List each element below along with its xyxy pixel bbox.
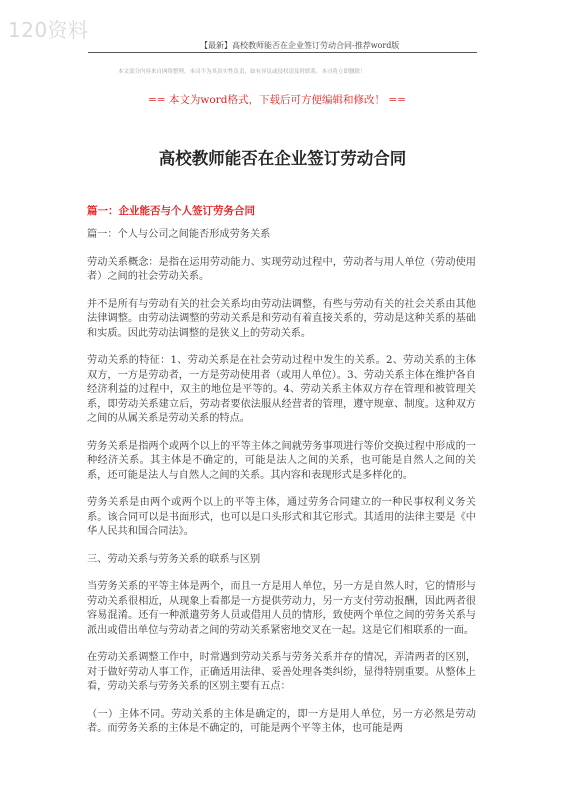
disclaimer-text: 本文部分内容来自网络整理，本司不为其真实性负责，如有异议或侵权请及时联系，本司将立即删除！ xyxy=(118,69,366,75)
paragraph: 劳务关系是由两个或两个以上的平等主体，通过劳务合同建立的一种民事权利义务关系。该合同可以是书面形式，也可以是口头形式和其它形式。其适用的法律主要是《中华人民共和国合同法》。 xyxy=(87,497,476,537)
document-header-title: 【最新】高校教师能否在企业签订劳动合同-推荐word版 xyxy=(200,41,400,50)
paragraph: 当劳务关系的平等主体是两个，而且一方是用人单位，另一方是自然人时，它的情形与劳动关系很相近，从现象上看都是一方提供劳动力，另一方支付劳动报酬，因此两者很容易混淆。还有一种派遣劳务人员或借用人员的情形，致使两个单位之间的劳务关系与派出或借出单位与劳动者之间的劳动关系紧密地交叉在一起。这是它们相联系的一面。 xyxy=(87,581,476,636)
header-divider xyxy=(88,52,477,53)
paragraph: （一）主体不同。劳动关系的主体是确定的，即一方是用人单位，另一方必然是劳动者。而劳务关系的主体是不确定的，可能是两个平等主体，也可能是两 xyxy=(87,708,476,734)
watermark-logo: 120资料 xyxy=(8,18,89,42)
word-format-banner: == 本文为word格式，下载后可方便编辑和修改！ == xyxy=(148,94,406,106)
paragraph: 劳动关系的特征：1、劳动关系是在社会劳动过程中发生的关系。2、劳动关系的主体双方，一方是劳动者，一方是劳动使用者（或用人单位）。3、劳动关系主体在维护各自经济利益的过程中，双主的地位是平等的。4、劳动关系主体双方存在管理和被管理关系，即劳动关系建立后，劳动者要依法服从经营者的管理，遵守规章、制度。这种双方之间的从属关系是劳动关系的特点。 xyxy=(87,355,476,424)
paragraph: 劳动关系概念：是指在运用劳动能力、实现劳动过程中，劳动者与用人单位（劳动使用者）之间的社会劳动关系。 xyxy=(87,256,476,282)
section-heading: 篇一：企业能否与个人签订劳务合同 xyxy=(87,205,255,217)
paragraph: 在劳动关系调整工作中，时常遇到劳动关系与劳务关系并存的情况，弄清两者的区别，对于做好劳动人事工作，正确适用法律、妥善处理各类纠纷，显得特别重要。从整体上看，劳动关系与劳务关系的区别主要有五点： xyxy=(87,652,476,692)
paragraph: 劳务关系是指两个或两个以上的平等主体之间就劳务事项进行等价交换过程中形成的一种经济关系。其主体是不确定的，可能是法人之间的关系，也可能是自然人之间的关系，还可能是法人与自然人之间的关系。其内容和表现形式是多样化的。 xyxy=(87,440,476,481)
paragraph: 并不是所有与劳动有关的社会关系均由劳动法调整，有些与劳动有关的社会关系由其他法律调整。由劳动法调整的劳动关系是和劳动有着直接关系的，劳动是这种关系的基础和实质。因此劳动法调整的是狭义上的劳动关系。 xyxy=(87,298,476,339)
document-body xyxy=(87,203,476,750)
subsection-heading: 三、劳动关系与劳务关系的联系与区别 xyxy=(87,553,261,565)
paragraph: 篇一：个人与公司之间能否形成劳务关系 xyxy=(87,229,271,240)
page-title: 高校教师能否在企业签订劳动合同 xyxy=(158,149,407,168)
